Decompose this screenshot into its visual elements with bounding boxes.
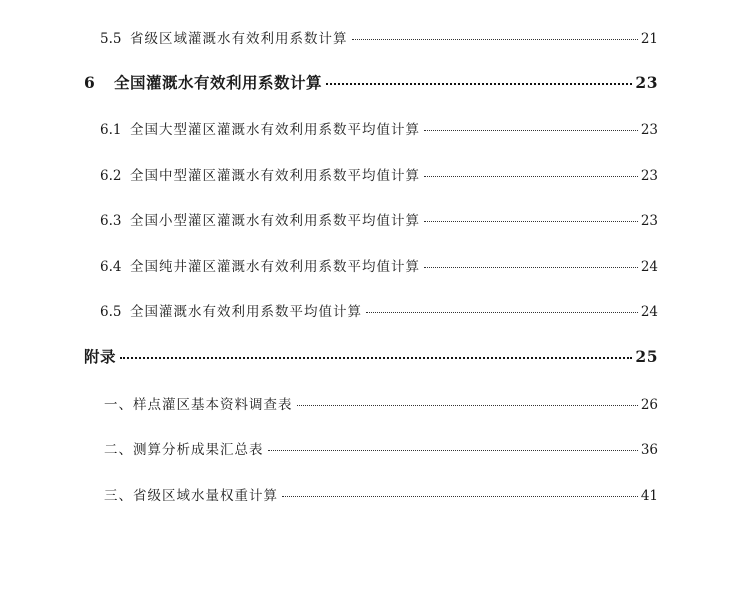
toc-entry-title: 二、测算分析成果汇总表 (104, 442, 264, 458)
toc-entry-title: 附录 (84, 347, 117, 366)
toc-entry-6-5[interactable] (100, 300, 658, 320)
dot-leader (424, 267, 638, 268)
dot-leader (352, 39, 638, 40)
toc-entry-page: 41 (640, 488, 658, 504)
toc-entry-number: 5.5 (100, 31, 122, 47)
dot-leader (297, 405, 638, 406)
toc-entry-title: 全国中型灌区灌溉水有效利用系数平均值计算 (130, 168, 420, 184)
toc-entry-page: 25 (635, 347, 658, 366)
toc-entry-number: 6.1 (100, 122, 122, 138)
toc-entry-page: 24 (640, 304, 658, 320)
toc-entry-title: 全国灌溉水有效利用系数计算 (114, 73, 323, 92)
toc-entry-number: 6.5 (100, 304, 122, 320)
toc-entry-number: 6.3 (100, 213, 122, 229)
toc-entry-page: 23 (635, 73, 658, 92)
toc-entry-title: 省级区域灌溉水有效利用系数计算 (130, 31, 348, 47)
dot-leader (282, 496, 638, 497)
toc-entry-appendix-2[interactable] (104, 438, 658, 458)
dot-leader (366, 312, 638, 313)
toc-entry-6-4[interactable] (100, 255, 658, 275)
dot-leader (424, 221, 638, 222)
toc-entry-title: 三、省级区域水量权重计算 (104, 488, 278, 504)
toc-entry-title: 全国灌溉水有效利用系数平均值计算 (130, 304, 362, 320)
dot-leader (268, 450, 638, 451)
toc-entry-title: 全国小型灌区灌溉水有效利用系数平均值计算 (130, 213, 420, 229)
toc-entry-page: 26 (640, 397, 658, 413)
toc-entry-6-2[interactable] (100, 164, 658, 184)
toc-entry-page: 23 (640, 213, 658, 229)
toc-entry-page: 36 (640, 442, 658, 458)
toc-entry-appendix[interactable] (84, 345, 658, 367)
toc-entry-chapter-6[interactable] (84, 71, 658, 93)
toc-entry-title: 一、样点灌区基本资料调查表 (104, 397, 293, 413)
dot-leader (424, 130, 638, 131)
toc-entry-page: 23 (640, 168, 658, 184)
dot-leader (120, 357, 632, 359)
toc-entry-page: 21 (640, 31, 658, 47)
dot-leader (326, 83, 632, 85)
toc-entry-number: 6.2 (100, 168, 122, 184)
dot-leader (424, 176, 638, 177)
toc-entry-appendix-1[interactable] (104, 393, 658, 413)
toc-entry-5-5[interactable] (100, 27, 658, 47)
toc-entry-page: 23 (640, 122, 658, 138)
toc-entry-number: 6 (84, 73, 96, 92)
toc-entry-number: 6.4 (100, 259, 122, 275)
toc-entry-6-3[interactable] (100, 209, 658, 229)
toc-entry-page: 24 (640, 259, 658, 275)
toc-entry-title: 全国纯井灌区灌溉水有效利用系数平均值计算 (130, 259, 420, 275)
toc-entry-title: 全国大型灌区灌溉水有效利用系数平均值计算 (130, 122, 420, 138)
toc-entry-6-1[interactable] (100, 118, 658, 138)
toc-entry-appendix-3[interactable] (104, 484, 658, 504)
